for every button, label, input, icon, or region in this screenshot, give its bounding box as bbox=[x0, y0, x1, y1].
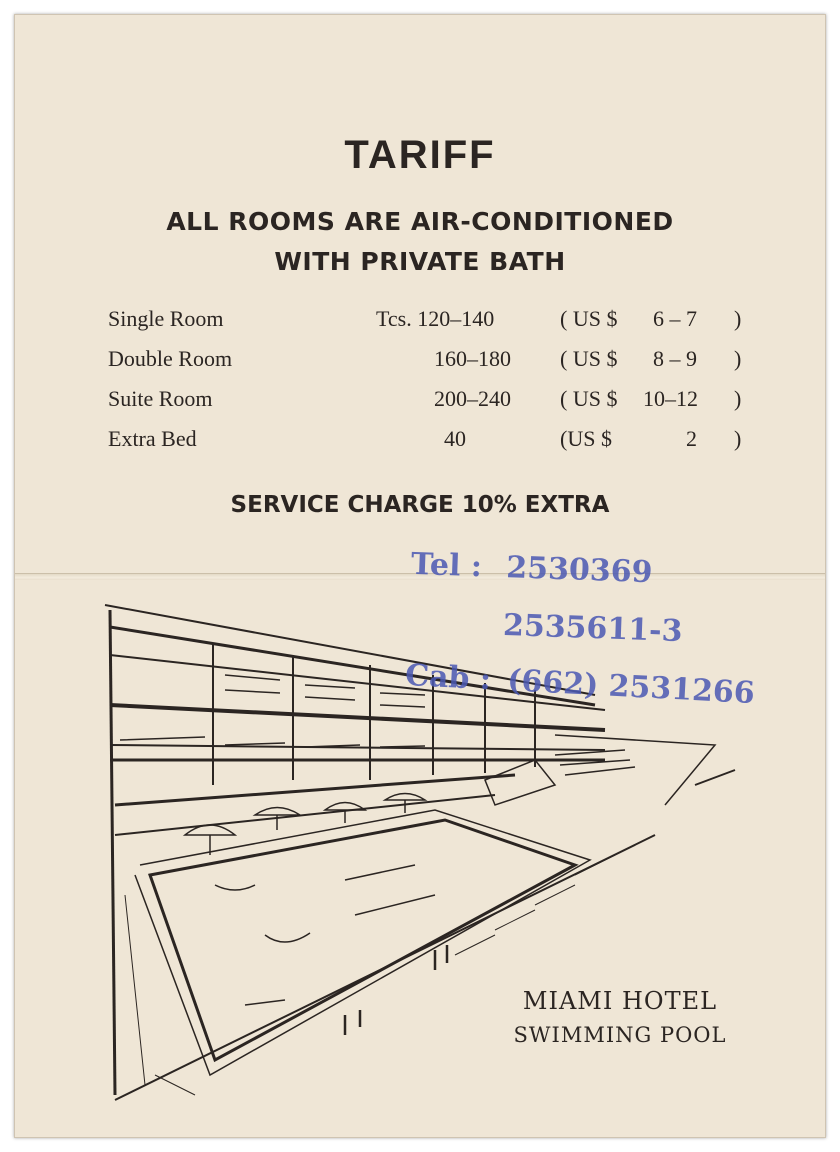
cable-number: (662) 2531266 bbox=[506, 663, 756, 712]
room-price-usd: 8 – 9 bbox=[653, 346, 697, 371]
room-name: Double Room bbox=[108, 346, 233, 371]
close-paren: ) bbox=[734, 346, 742, 371]
close-paren: ) bbox=[734, 306, 742, 331]
room-price-usd: 6 – 7 bbox=[653, 306, 697, 331]
tel-label: Tel : bbox=[410, 546, 483, 585]
tariff-card bbox=[14, 14, 826, 1138]
room-name: Single Room bbox=[108, 306, 224, 331]
room-price-usd: 2 bbox=[686, 426, 697, 451]
tel-number-2: 2535611-3 bbox=[502, 607, 684, 650]
usd-label: ( US $ bbox=[560, 386, 618, 411]
room-price-baht: 160–180 bbox=[434, 346, 511, 371]
usd-label: ( US $ bbox=[560, 346, 618, 371]
room-name: Suite Room bbox=[108, 386, 213, 411]
room-price-usd: 10–12 bbox=[643, 386, 698, 411]
room-name: Extra Bed bbox=[108, 426, 197, 451]
pool-caption: SWIMMING POOL bbox=[513, 1023, 727, 1047]
air-conditioned-line: ALL ROOMS ARE AIR-CONDITIONED bbox=[166, 207, 674, 236]
usd-label: ( US $ bbox=[560, 306, 618, 331]
room-price-baht: 40 bbox=[444, 426, 466, 451]
tariff-title: TARIFF bbox=[344, 133, 496, 177]
hotel-name: MIAMI HOTEL bbox=[522, 987, 718, 1015]
close-paren: ) bbox=[734, 386, 742, 411]
service-charge-note: SERVICE CHARGE 10% EXTRA bbox=[230, 492, 610, 518]
close-paren: ) bbox=[734, 426, 742, 451]
private-bath-line: WITH PRIVATE BATH bbox=[274, 247, 566, 276]
usd-label: (US $ bbox=[560, 426, 612, 451]
cable-label: Cab : bbox=[404, 657, 492, 698]
tel-number-1: 2530369 bbox=[505, 550, 654, 591]
room-price-baht: 200–240 bbox=[434, 386, 511, 411]
room-price-baht: Tcs. 120–140 bbox=[376, 306, 495, 331]
